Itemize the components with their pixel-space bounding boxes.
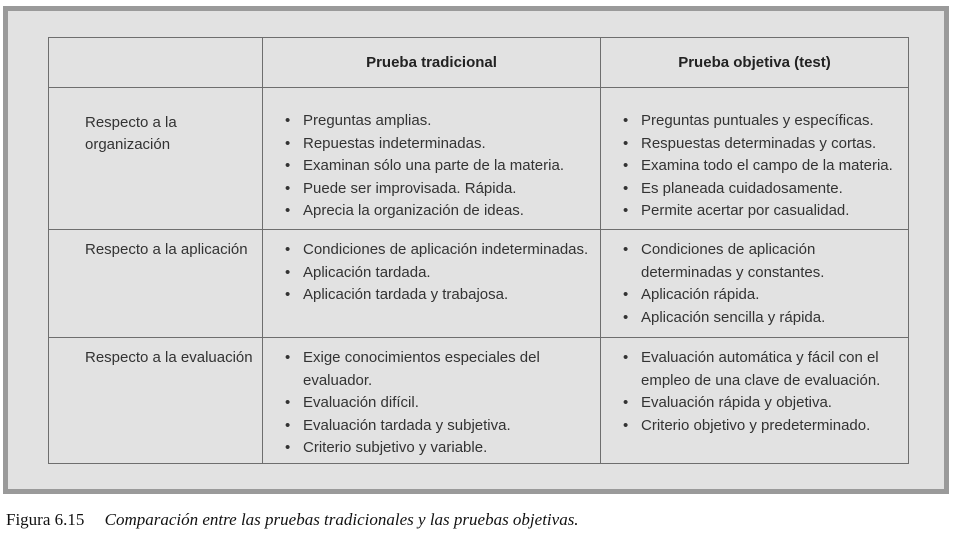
header-empty-cell: [49, 38, 263, 88]
list-item: • Exige conocimientos especiales del evaluador.: [285, 347, 600, 392]
figure-caption-text: Comparación entre las pruebas tradicionales y las pruebas objetivas.: [104, 510, 579, 529]
bullet-list: [601, 338, 908, 437]
list-item: • Es planeada cuidadosamente.: [623, 178, 908, 201]
table-row-evaluacion: [49, 338, 909, 464]
cell-evaluacion-tradicional: [263, 338, 601, 464]
list-item: • Evaluación difícil.: [285, 392, 600, 415]
list-item: • Aplicación rápida.: [623, 284, 892, 307]
list-item: • Aplicación tardada y trabajosa.: [285, 284, 600, 307]
bullet-list: [601, 88, 908, 223]
list-item: • Evaluación rápida y objetiva.: [623, 392, 888, 415]
list-item: • Evaluación tardada y subjetiva.: [285, 415, 600, 438]
list-item: • Condiciones de aplicación indeterminadas.: [285, 239, 600, 262]
comparison-table: [48, 37, 909, 464]
list-item: • Permite acertar por casualidad.: [623, 200, 908, 223]
list-item: • Repuestas indeterminadas.: [285, 133, 600, 156]
table-row-organizacion: [49, 88, 909, 230]
list-item: • Examina todo el campo de la materia.: [623, 155, 908, 178]
list-item: • Aplicación tardada.: [285, 262, 600, 285]
cell-evaluacion-objetiva: [601, 338, 909, 464]
row-label-aplicacion: Respecto a la aplicación: [49, 230, 263, 338]
list-item: • Condiciones de aplicación determinadas y constantes.: [623, 239, 892, 284]
bullet-list: [263, 88, 600, 223]
list-item: • Aprecia la organización de ideas.: [285, 200, 600, 223]
header-prueba-tradicional: Prueba tradicional: [263, 38, 601, 88]
cell-aplicacion-objetiva: [601, 230, 909, 338]
list-item: • Puede ser improvisada. Rápida.: [285, 178, 600, 201]
bullet-list: [601, 230, 908, 329]
list-item: • Evaluación automática y fácil con el empleo de una clave de evaluación.: [623, 347, 888, 392]
cell-organizacion-objetiva: [601, 88, 909, 230]
row-label-evaluacion: Respecto a la evaluación: [49, 338, 263, 464]
list-item: • Criterio subjetivo y variable.: [285, 437, 600, 460]
list-item: • Preguntas amplias.: [285, 110, 600, 133]
list-item: • Criterio objetivo y predeterminado.: [623, 415, 888, 438]
cell-organizacion-tradicional: [263, 88, 601, 230]
list-item: • Examinan sólo una parte de la materia.: [285, 155, 600, 178]
cell-aplicacion-tradicional: [263, 230, 601, 338]
row-label-organizacion: Respecto a la organización: [49, 88, 263, 230]
table-header-row: [49, 38, 909, 88]
list-item: • Aplicación sencilla y rápida.: [623, 307, 892, 330]
header-prueba-objetiva: Prueba objetiva (test): [601, 38, 909, 88]
list-item: • Preguntas puntuales y específicas.: [623, 110, 908, 133]
figure-number: Figura 6.15: [6, 510, 85, 529]
table-row-aplicacion: [49, 230, 909, 338]
list-item: • Respuestas determinadas y cortas.: [623, 133, 908, 156]
bullet-list: [263, 230, 600, 307]
bullet-list: [263, 338, 600, 460]
figure-caption: [6, 510, 579, 530]
